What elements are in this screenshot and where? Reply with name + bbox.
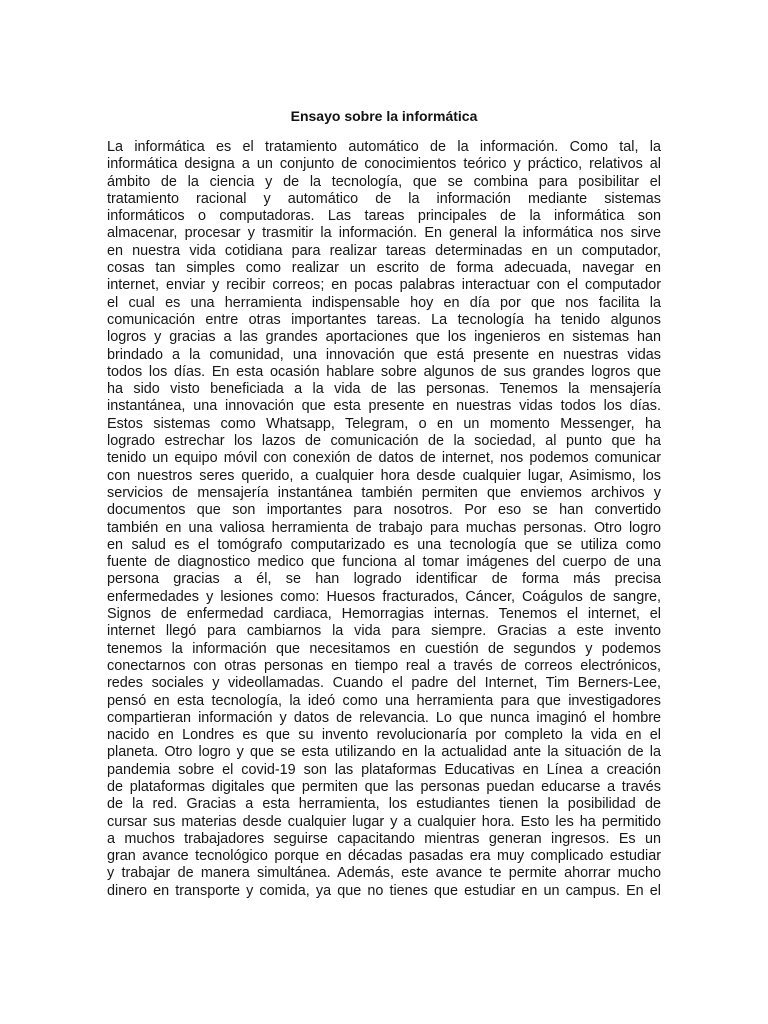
body-text-line: pandemia sobre el covid-19 son las plataformas Educativas en Línea a creación [107, 761, 661, 778]
body-text-line: documentos que son importantes para nosotros. Por eso se han convertido [107, 502, 661, 519]
body-text-line: gran avance tecnológico porque en décadas pasadas era muy complicado estudiar [107, 848, 661, 865]
body-text-line: ha sido visto beneficiada a la vida de las personas. Tenemos la mensajería [107, 381, 661, 398]
body-text-line: informáticos o computadoras. Las tareas principales de la informática son [107, 208, 661, 225]
body-text-line: internet llegó para cambiarnos la vida para siempre. Gracias a este invento [107, 623, 661, 640]
body-text-line: también en una valiosa herramienta de trabajo para muchas personas. Otro logro [107, 519, 661, 536]
body-text-line: cursar sus materias desde cualquier lugar y a cualquier hora. Esto les ha permitido [107, 813, 661, 830]
body-text-line: servicios de mensajería instantánea también permiten que enviemos archivos y [107, 484, 661, 501]
body-text-line: instantánea, una innovación que esta presente en nuestras vidas todos los días. [107, 398, 661, 415]
body-text-line: el cual es una herramienta indispensable hoy en día por que nos facilita la [107, 294, 661, 311]
body-text-line: informática designa a un conjunto de conocimientos teórico y práctico, relativos al [107, 156, 661, 173]
body-text-line: conectarnos con otras personas en tiempo real a través de correos electrónicos, [107, 657, 661, 674]
document-title: Ensayo sobre la informática [290, 108, 478, 124]
body-text-line: dinero en transporte y comida, ya que no tienes que estudiar en un campus. En el [107, 882, 661, 899]
body-text-line: pensó en esta tecnología, la ideó como una herramienta para que investigadores [107, 692, 661, 709]
body-text-line: todos los días. En esta ocasión hablare sobre algunos de sus grandes logros que [107, 363, 661, 380]
body-text-line: brindado a la comunidad, una innovación que está presente en nuestras vidas [107, 346, 661, 363]
body-text-line: logros y gracias a las grandes aportaciones que los ingenieros en sistemas han [107, 329, 661, 346]
body-text-line: cosas tan simples como realizar un escrito de forma adecuada, navegar en [107, 260, 661, 277]
body-text-line: de la red. Gracias a esta herramienta, los estudiantes tienen la posibilidad de [107, 796, 661, 813]
body-text-line: ámbito de la ciencia y de la tecnología, que se combina para posibilitar el [107, 173, 661, 190]
body-text-line: tenemos la información que necesitamos en cuestión de segundos y podemos [107, 640, 661, 657]
body-text-line: tenido un equipo móvil con conexión de datos de internet, nos podemos comunicar [107, 450, 661, 467]
body-text-line: persona gracias a él, se han logrado identificar de forma más precisa [107, 571, 661, 588]
body-text-line: La informática es el tratamiento automático de la información. Como tal, la [107, 139, 661, 155]
body-text-line: logrado estrechar los lazos de comunicación de la sociedad, al punto que ha [107, 433, 661, 450]
body-text-line: nacido en Londres es que su invento revolucionaría por completo la vida en el [107, 727, 661, 744]
body-text-line: compartieran información y datos de relevancia. Lo que nunca imaginó el hombre [107, 709, 661, 726]
document-body [107, 139, 661, 900]
body-text-line: almacenar, procesar y trasmitir la información. En general la informática nos sirve [107, 225, 661, 242]
body-text-line: Estos sistemas como Whatsapp, Telegram, o en un momento Messenger, ha [107, 415, 661, 432]
body-text-line: internet, enviar y recibir correos; en pocas palabras interactuar con el computador [107, 277, 661, 294]
body-text-line: en salud es el tomógrafo computarizado es una tecnología que se utiliza como [107, 536, 661, 553]
body-text-line: redes sociales y videollamadas. Cuando el padre del Internet, Tim Berners-Lee, [107, 675, 661, 692]
body-text-line: a muchos trabajadores seguirse capacitando mientras generan ingresos. Es un [107, 830, 661, 847]
body-text-line: Signos de enfermedad cardiaca, Hemorragias internas. Tenemos el internet, el [107, 606, 661, 623]
body-text-line: de plataformas digitales que permiten que las personas puedan educarse a través [107, 778, 661, 795]
body-text-line: y trabajar de manera simultánea. Además, este avance te permite ahorrar mucho [107, 865, 661, 882]
body-text-line: comunicación entre otras importantes tareas. La tecnología ha tenido algunos [107, 311, 661, 328]
body-text-line: enfermedades y lesiones como: Huesos fracturados, Cáncer, Coágulos de sangre, [107, 588, 661, 605]
body-text-line: fuente de diagnostico medico que funciona al tomar imágenes del cuerpo de una [107, 554, 661, 571]
body-text-line: planeta. Otro logro y que se esta utilizando en la actualidad ante la situación de la [107, 744, 661, 761]
body-text-line: en nuestra vida cotidiana para realizar tareas determinadas en un computador, [107, 242, 661, 259]
body-text-line: con nuestros seres querido, a cualquier hora desde cualquier lugar, Asimismo, los [107, 467, 661, 484]
body-text-line: tratamiento racional y automático de la información mediante sistemas [107, 190, 661, 207]
